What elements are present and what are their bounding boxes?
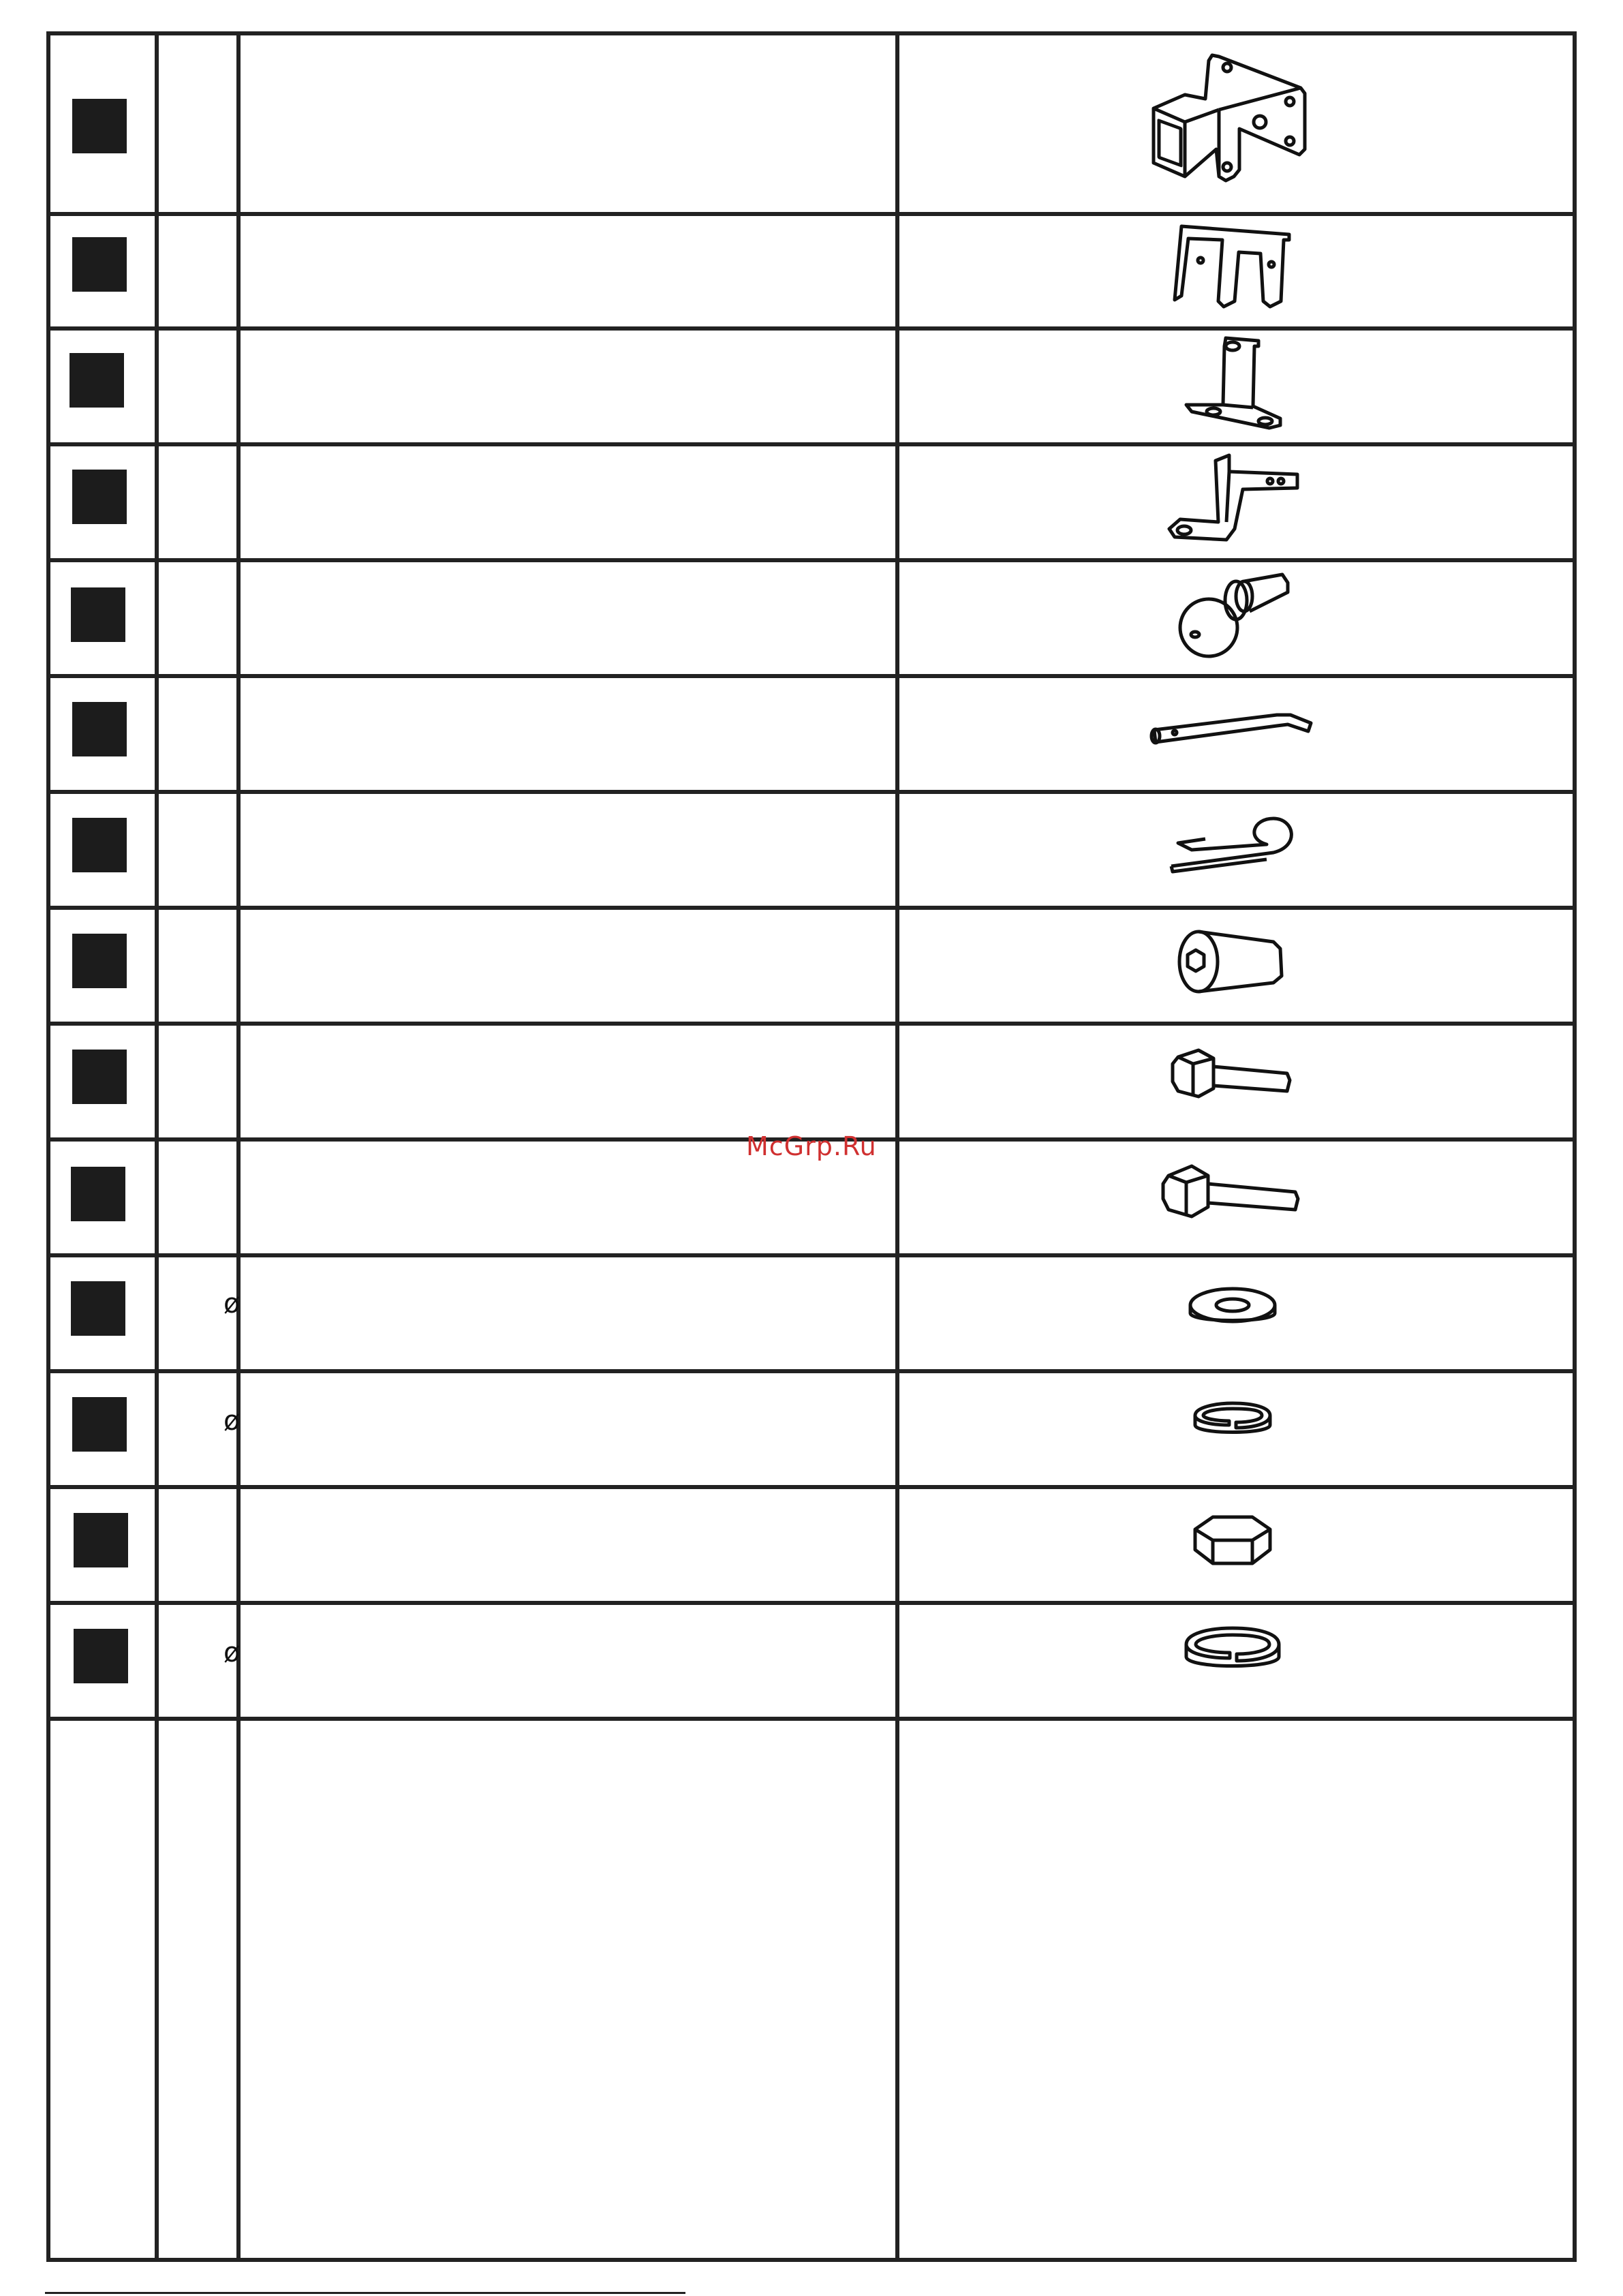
- part-marker-6: [72, 702, 127, 756]
- part-image-7: [852, 790, 1613, 901]
- part-spec-14: ø: [223, 1637, 241, 1668]
- part-image-8: [852, 906, 1613, 1017]
- part-marker-13: [74, 1513, 128, 1567]
- part-marker-11: [71, 1281, 125, 1336]
- part-marker-3: [69, 353, 124, 408]
- row-divider: [50, 1717, 1573, 1721]
- split-washer-large-icon: [1178, 1623, 1287, 1691]
- r-clip-icon: [1164, 812, 1301, 880]
- hex-bolt-short-icon: [1164, 1043, 1301, 1112]
- part-spec-11: ø: [223, 1288, 241, 1319]
- offset-bracket-icon: [1161, 447, 1304, 549]
- part-marker-7: [72, 818, 127, 872]
- hex-bolt-long-icon: [1158, 1159, 1308, 1227]
- part-image-12: [852, 1369, 1613, 1480]
- watermark: McGrp.Ru: [746, 1131, 877, 1161]
- split-washer-small-icon: [1188, 1398, 1277, 1452]
- part-marker-9: [72, 1050, 127, 1104]
- part-marker-1: [72, 99, 127, 153]
- hex-nut-icon: [1188, 1510, 1277, 1572]
- part-image-3: [852, 326, 1613, 438]
- column-divider-2: [236, 35, 241, 2258]
- hitch-ball-icon: [1168, 566, 1297, 662]
- part-marker-5: [71, 587, 125, 642]
- part-marker-2: [72, 237, 127, 292]
- part-marker-8: [72, 934, 127, 988]
- part-image-9: [852, 1022, 1613, 1133]
- flat-washer-icon: [1185, 1282, 1280, 1336]
- part-image-6: [852, 674, 1613, 785]
- part-marker-14: [74, 1629, 128, 1683]
- part-image-14: [852, 1601, 1613, 1712]
- part-image-2: [852, 212, 1613, 322]
- part-image-4: [852, 442, 1613, 553]
- part-image-1: [852, 35, 1613, 208]
- l-bracket-icon: [1178, 331, 1287, 433]
- part-image-10: [852, 1137, 1613, 1249]
- hitch-pin-icon: [1147, 703, 1318, 757]
- part-marker-4: [72, 470, 127, 524]
- hitch-receiver-icon: [1144, 47, 1321, 197]
- button-head-bolt-icon: [1171, 924, 1294, 999]
- bottom-rule: [45, 2292, 685, 2294]
- column-divider-1: [155, 35, 159, 2258]
- part-marker-10: [71, 1167, 125, 1221]
- part-image-5: [852, 558, 1613, 669]
- part-spec-12: ø: [223, 1405, 241, 1437]
- part-image-13: [852, 1485, 1613, 1596]
- part-marker-12: [72, 1397, 127, 1452]
- bracket-icon: [1168, 219, 1297, 315]
- part-image-11: [852, 1253, 1613, 1364]
